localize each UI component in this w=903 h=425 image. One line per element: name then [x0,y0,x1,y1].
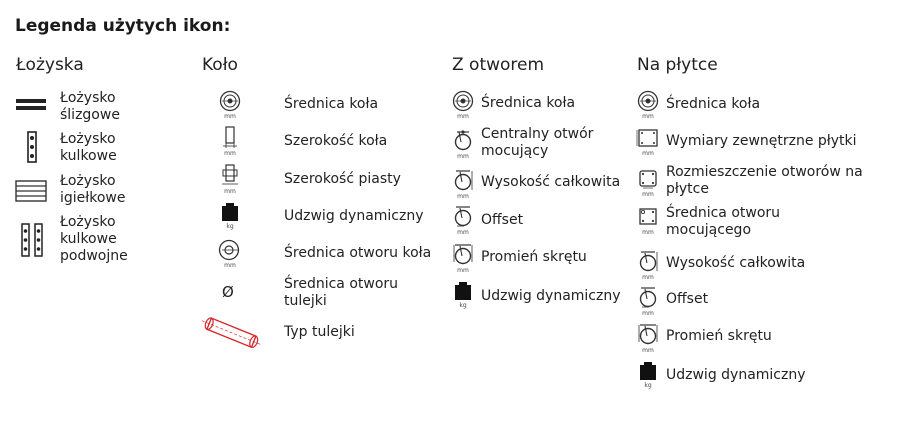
z-otworem-item-label: Wysokość całkowita [481,174,621,190]
kolo-item-label: Średnica koła [284,96,379,112]
wheel-bore-diameter-icon: mm [215,239,245,269]
plain-bearing-icon [16,96,46,114]
hub-width-icon: mm [215,163,245,195]
load-capacity-icon: kg [633,361,663,389]
ball-bearing-icon [17,130,47,164]
kolo-item-label: Średnica otworu koła [284,245,432,261]
kolo-item-label: Typ tulejki [284,324,355,340]
diameter-symbol-icon: Ø [222,283,234,301]
needle-bearing-icon [16,180,46,202]
double-ball-bearing-icon [17,222,47,258]
na-plytce-item-label: Średnica koła [666,96,761,112]
kolo-item-label: Udzwig dynamiczny [284,208,424,224]
load-capacity-icon: kg [448,281,478,309]
wheel-diameter-icon: mm [633,90,663,120]
kolo-item-label: Szerokość piasty [284,171,401,187]
legend-title: Legenda użytych ikon: [15,16,231,36]
wheel-diameter-icon: mm [215,90,245,120]
kolo-heading: Koło [202,55,238,75]
plate-dimensions-icon: mm [633,127,663,157]
kolo-item-label: Średnica otworu tulejki [284,276,399,309]
central-mounting-hole-icon: mm [448,128,478,160]
z-otworem-item-label: Promień skrętu [481,249,587,265]
kolo-item-label: Szerokość koła [284,133,388,149]
na-plytce-item-label: Średnica otworu mocującego [666,205,781,238]
na-plytce-item-label: Promień skrętu [666,328,772,344]
lozyska-item-label: Łożysko igiełkowe [60,173,126,206]
plate-hole-spacing-icon: mm [633,168,663,198]
lozyska-item-label: Łożysko kulkowe [60,131,117,164]
z-otworem-item-label: Centralny otwór mocujący [481,126,594,159]
wheel-diameter-icon: mm [448,90,478,120]
z-otworem-item-label: Średnica koła [481,95,576,111]
total-height-icon: mm [633,249,663,281]
na-plytce-heading: Na płytce [637,55,718,75]
total-height-icon: mm [448,168,478,200]
offset-icon: mm [448,204,478,236]
na-plytce-item-label: Offset [666,291,709,307]
swivel-radius-icon: mm [448,242,478,274]
na-plytce-item-label: Wysokość całkowita [666,255,806,271]
na-plytce-item-label: Udzwig dynamiczny [666,367,806,383]
z-otworem-item-label: Offset [481,212,524,228]
lozyska-item-label: Łożysko kulkowe podwojne [60,214,128,264]
z-otworem-heading: Z otworem [452,55,545,75]
offset-icon: mm [633,285,663,317]
sleeve-type-icon [197,314,267,354]
na-plytce-item-label: Rozmieszczenie otworów na płytce [666,164,863,197]
na-plytce-item-label: Wymiary zewnętrzne płytki [666,133,857,149]
mounting-hole-diameter-icon: mm [633,206,663,236]
wheel-width-icon: mm [215,125,245,157]
lozyska-item-label: Łożysko ślizgowe [60,90,120,123]
lozyska-heading: Łożyska [16,55,84,75]
load-capacity-icon: kg [215,202,245,230]
z-otworem-item-label: Udzwig dynamiczny [481,288,621,304]
swivel-radius-icon: mm [633,322,663,354]
